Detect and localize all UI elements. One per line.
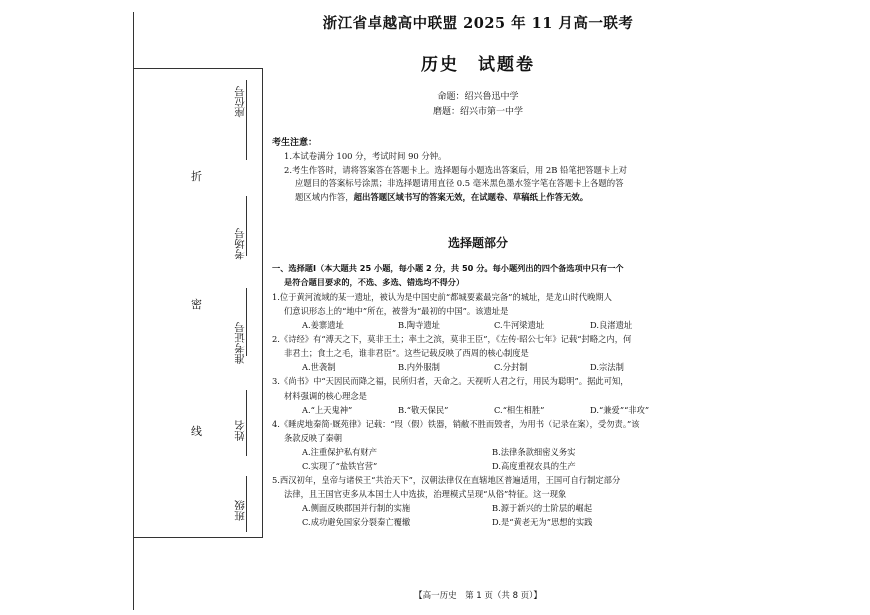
name-underline [246,390,247,456]
option-a: A.世袭制 [302,362,336,373]
page-footer: 【高一历史 第 1 页（共 8 页）】 [414,591,542,601]
question-4-options-row-1 [272,445,688,459]
question-4-line-2: 条款反映了秦朝 [284,432,343,443]
question-3-options [272,403,688,417]
question-5 [272,473,688,529]
option-c: C.牛河梁遗址 [494,320,545,331]
question-1-options [272,318,688,332]
question-5-options-row-1 [272,501,688,515]
option-d: D.是“黄老无为”思想的实践 [492,517,593,528]
binding-char-fold: 折 [191,170,202,183]
section-intro-2: 是符合题目要求的，不选、多选、错选均不得分） [284,276,465,287]
question-2-options [272,360,688,374]
exam-notice [272,136,682,204]
question-3-line-2: 材料强调的核心理念是 [284,390,367,401]
notice-item-1: 1.本试卷满分 100 分，考试时间 90 分钟。 [284,151,447,162]
question-4 [272,417,688,473]
section-intro-1: 一、选择题Ⅰ（本大题共 25 小题，每小题 2 分，共 50 分。每小题列出的四个备选项中只有一个 [272,263,624,273]
binding-char-line: 线 [191,425,202,438]
seat-number-underline [246,80,247,160]
class-underline [246,476,247,532]
seat-number-field[interactable] [232,86,247,122]
seat-number-label: 座位号 [234,86,246,118]
binding-char-seal: 密 [191,298,202,311]
questions-area [272,262,688,529]
class-label: 班级 [234,500,246,521]
admission-number-label: 准考证号 [234,322,246,364]
setter-line-1: 命题：绍兴鲁迅中学 [437,92,519,102]
option-c: C.分封制 [494,362,528,373]
question-2-line-2: 非君土；食土之毛，谁非君臣”。这些记载反映了西周的核心制度是 [284,348,529,359]
option-a: A.注重保护私有财产 [302,446,378,457]
notice-item-2-cont: 应题目的答案标号涂黑；非选择题请用直径 0.5 毫米黑色墨水签字笔在答题卡上各题的答 [295,178,624,189]
option-d: D.高度重视农具的生产 [492,461,576,471]
binding-line-bottom [133,537,263,538]
question-2-line-1: 2.《诗经》有“溥天之下，莫非王土；率土之滨，莫非王臣”，《左传·昭公七年》记载“封略之内，何 [272,334,632,345]
exam-room-field[interactable] [232,228,247,264]
notice-heading: 考生注意： [272,138,318,148]
notice-bold-warning: 超出答题区域书写的答案无效，在试题卷、草稿纸上作答无效。 [353,191,589,202]
notice-item-2-end [272,191,682,204]
option-c: C.实现了“盐铁官营” [302,461,378,471]
question-3 [272,374,688,416]
subject-title: 历史 试题卷 [421,55,535,75]
option-d: D.良渚遗址 [590,320,633,331]
question-5-line-2: 法律，且王国官吏多从本国士人中选拔，治理模式呈现“从俗”特征。这一现象 [284,489,567,500]
option-b: B.内外服制 [398,362,440,373]
option-a: A.姜寨遗址 [302,320,344,331]
class-field[interactable] [232,500,247,525]
notice-item-2-tail: 题区域内作答， [295,191,354,202]
question-1 [272,290,688,332]
name-label: 姓名 [234,420,246,441]
binding-line-inner [262,68,263,538]
question-4-options-row-2 [272,459,688,473]
option-b: B.法律条款细密义务实 [492,446,576,457]
question-4-line-1: 4.《睡虎地秦简·厩苑律》记载：“叚（假）铁器，销敝不胜而毁者，为用书（记录在案），受勿责。”该 [272,418,640,429]
option-d: D.“兼爱”“非攻” [590,404,650,415]
admission-number-underline [246,288,247,356]
admission-number-field[interactable] [232,322,247,368]
setter-info [268,90,688,121]
notice-item-2: 2.考生作答时，请将答案答在答题卡上。选择题每小题选出答案后，用 2B 铅笔把答题卡上对 [284,164,628,175]
question-2 [272,332,688,374]
name-field[interactable] [232,420,247,445]
section-title: 选择题部分 [447,236,508,250]
question-5-line-1: 5.西汉初年，皇帝与诸侯王“共治天下”，汉朝法律仅在直辖地区普遍适用，王国可自行制定部分 [272,475,621,486]
question-1-line-2: 们意识形态上的“地中”所在，被誉为“最初的中国”。该遗址是 [284,305,509,316]
option-a: A.侧面反映郡国并行制的实施 [302,503,411,514]
option-b: B.源于新兴的士阶层的崛起 [492,503,593,514]
option-c: C.“相生相胜” [494,404,545,415]
question-1-line-1: 1.位于黄河流域的某一遗址，被认为是中国史前“都城要素最完备”的城址，是龙山时代晚期人 [272,291,612,302]
binding-line-outer [133,12,134,610]
exam-room-label: 考场号 [234,228,246,260]
binding-line-top [133,68,263,69]
option-b: B.陶寺遗址 [398,320,440,331]
exam-room-underline [246,196,247,256]
option-b: B.“敬天保民” [398,404,449,415]
question-5-options-row-2 [272,515,688,529]
option-c: C.成功避免国家分裂秦亡覆辙 [302,517,411,528]
setter-line-2: 磨题：绍兴市第一中学 [432,107,523,118]
option-d: D.宗法制 [590,362,624,373]
question-3-line-1: 3.《尚书》中“天因民而降之福，民所归者，天命之。天视听人君之行，用民为聪明”。据此可知， [272,376,629,387]
option-a: A.“上天鬼神” [302,404,353,415]
exam-title: 浙江省卓越高中联盟 2025 年 11 月高一联考 [322,15,634,32]
